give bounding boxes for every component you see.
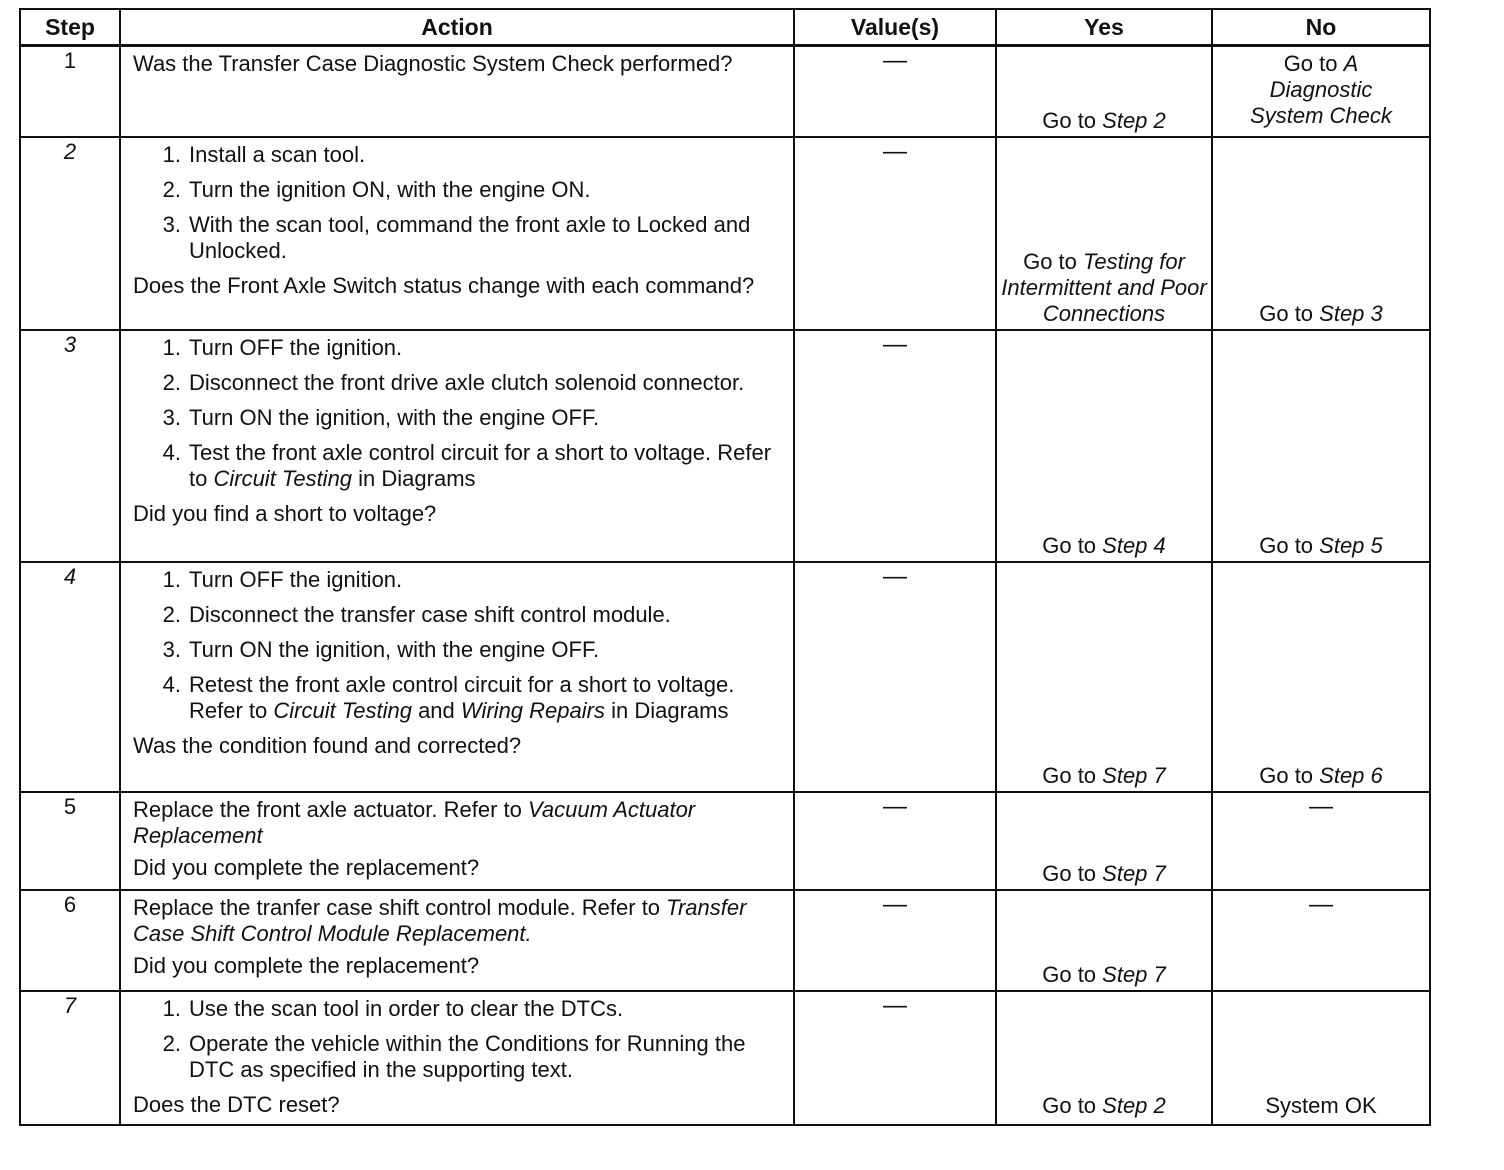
step-number: 7 [20, 991, 120, 1125]
yes-link[interactable]: Step 4 [1102, 533, 1166, 558]
table-row [20, 562, 1430, 792]
action-step: 1. Turn OFF the ignition. [162, 567, 403, 592]
yes-text [1042, 1093, 1166, 1119]
shift-control-module-link[interactable]: Transfer Case Shift Control Module Replacement. [133, 895, 747, 946]
step-number: 6 [20, 890, 120, 991]
yes-cell [996, 792, 1212, 890]
table-row [20, 46, 1430, 138]
no-text [1259, 533, 1383, 559]
no-cell [1212, 562, 1430, 792]
step-number: 2 [20, 137, 120, 330]
no-link[interactable]: Step 3 [1319, 301, 1383, 326]
no-cell [1212, 330, 1430, 562]
yes-prefix: Go to [1042, 763, 1103, 788]
no-link[interactable]: A Diagnostic System Check [1250, 51, 1392, 128]
table-row [20, 890, 1430, 991]
action-step: 4. Test the front axle control circuit for a short to voltage. Refer to Circuit Testing in Diagrams [162, 440, 772, 491]
wiring-repairs-link[interactable]: Wiring Repairs [460, 698, 605, 723]
yes-cell [996, 562, 1212, 792]
header-step: Step [20, 9, 120, 46]
action-cell [120, 792, 794, 890]
action-step: 2. Turn the ignition ON, with the engine ON. [162, 177, 591, 202]
action-step: 3. Turn ON the ignition, with the engine OFF. [162, 637, 600, 662]
yes-link[interactable]: Step 2 [1102, 1093, 1166, 1118]
action-steps [133, 567, 779, 724]
action-steps [133, 996, 779, 1083]
action-cell [120, 137, 794, 330]
no-prefix: Go to [1259, 533, 1320, 558]
yes-cell [996, 330, 1212, 562]
yes-text [1042, 533, 1166, 559]
step-number: 4 [20, 562, 120, 792]
action-question: Does the Front Axle Switch status change with each command? [133, 273, 755, 298]
yes-prefix: Go to [1042, 1093, 1103, 1118]
value-cell: — [794, 46, 996, 138]
value-cell: — [794, 330, 996, 562]
yes-prefix: Go to [1042, 962, 1103, 987]
action-step: 2. Disconnect the front drive axle clutch solenoid connector. [162, 370, 745, 395]
action-step: 4. Retest the front axle control circuit for a short to voltage. Refer to Circuit Testing and Wiring Repairs in Diagrams [162, 672, 735, 723]
header-action: Action [120, 9, 794, 46]
action-step: 1. Use the scan tool in order to clear the DTCs. [162, 996, 624, 1021]
table-row [20, 991, 1430, 1125]
circuit-testing-link[interactable]: Circuit Testing [213, 466, 353, 491]
yes-text [1042, 962, 1166, 988]
action-steps [133, 335, 779, 492]
action-cell [120, 991, 794, 1125]
no-link[interactable]: Step 6 [1319, 763, 1383, 788]
action-question: Did you complete the replacement? [133, 855, 480, 880]
no-text: System OK [1265, 1093, 1377, 1118]
no-cell: — [1212, 890, 1430, 991]
yes-text [1042, 861, 1166, 887]
yes-prefix: Go to [1042, 861, 1103, 886]
action-cell [120, 562, 794, 792]
action-step: 1. Turn OFF the ignition. [162, 335, 403, 360]
no-prefix: Go to [1259, 763, 1320, 788]
action-question: Did you find a short to voltage? [133, 501, 437, 526]
header-yes: Yes [996, 9, 1212, 46]
yes-cell [996, 46, 1212, 138]
action-question: Did you complete the replacement? [133, 953, 480, 978]
yes-prefix: Go to [1023, 249, 1083, 274]
no-text [1231, 51, 1411, 129]
yes-link[interactable]: Step 7 [1102, 763, 1166, 788]
yes-cell [996, 137, 1212, 330]
action-steps [133, 142, 779, 264]
diagnostic-table [19, 8, 1431, 1126]
no-cell [1212, 991, 1430, 1125]
header-values: Value(s) [794, 9, 996, 46]
no-cell [1212, 137, 1430, 330]
vacuum-actuator-link[interactable]: Vacuum Actuator Replacement [133, 797, 696, 848]
yes-link[interactable]: Testing for Intermittent and Poor Connections [1001, 249, 1207, 326]
action-step: 3. Turn ON the ignition, with the engine OFF. [162, 405, 600, 430]
table-row [20, 330, 1430, 562]
no-prefix: Go to [1283, 51, 1344, 76]
action-cell [120, 330, 794, 562]
value-cell: — [794, 792, 996, 890]
value-cell: — [794, 562, 996, 792]
no-text [1259, 301, 1383, 327]
action-step: 3. With the scan tool, command the front axle to Locked and Unlocked. [162, 212, 751, 263]
header-no: No [1212, 9, 1430, 46]
value-cell: — [794, 137, 996, 330]
no-text [1259, 763, 1383, 789]
yes-text [1001, 249, 1207, 327]
step-number: 3 [20, 330, 120, 562]
circuit-testing-link[interactable]: Circuit Testing [273, 698, 412, 723]
yes-link[interactable]: Step 7 [1102, 861, 1166, 886]
no-cell [1212, 46, 1430, 138]
table-row [20, 792, 1430, 890]
action-question: Was the Transfer Case Diagnostic System Check performed? [133, 51, 733, 76]
action-step: 1. Install a scan tool. [162, 142, 366, 167]
step-number: 1 [20, 46, 120, 138]
no-prefix: Go to [1259, 301, 1320, 326]
no-cell: — [1212, 792, 1430, 890]
yes-cell [996, 890, 1212, 991]
value-cell: — [794, 991, 996, 1125]
yes-prefix: Go to [1042, 108, 1103, 133]
table-row [20, 137, 1430, 330]
action-step: 2. Operate the vehicle within the Conditions for Running the DTC as specified in the supporting text. [162, 1031, 746, 1082]
yes-text [1042, 763, 1166, 789]
yes-cell [996, 991, 1212, 1125]
action-step: 2. Disconnect the transfer case shift control module. [162, 602, 671, 627]
yes-prefix: Go to [1042, 533, 1103, 558]
action-text: Replace the front axle actuator. Refer to Vacuum Actuator Replacement [133, 797, 696, 848]
value-cell: — [794, 890, 996, 991]
action-question: Does the DTC reset? [133, 1092, 340, 1117]
yes-link[interactable]: Step 7 [1102, 962, 1166, 987]
yes-text [1042, 108, 1166, 134]
action-text: Replace the tranfer case shift control module. Refer to Transfer Case Shift Control Module Replacement. [133, 895, 747, 946]
no-link[interactable]: Step 5 [1319, 533, 1383, 558]
yes-link[interactable]: Step 2 [1102, 108, 1166, 133]
action-cell [120, 890, 794, 991]
action-cell [120, 46, 794, 138]
action-question: Was the condition found and corrected? [133, 733, 522, 758]
header-row [20, 9, 1430, 46]
step-number: 5 [20, 792, 120, 890]
